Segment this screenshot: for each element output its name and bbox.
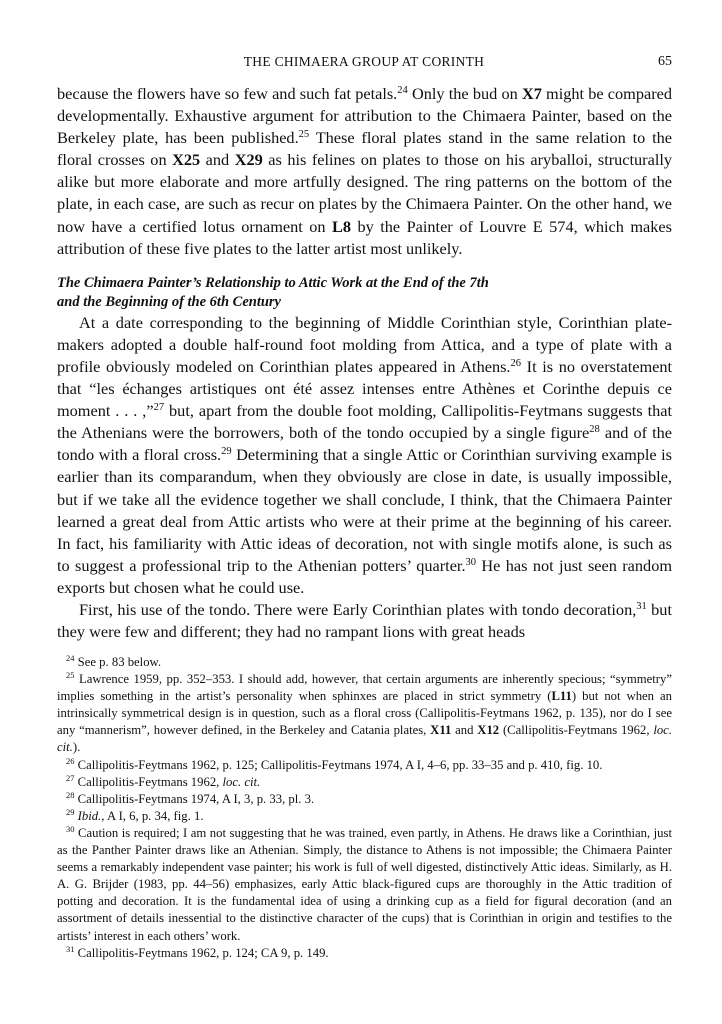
catalogue-ref-x7: X7 — [521, 84, 542, 103]
running-head — [56, 54, 672, 74]
text-run: and — [200, 150, 235, 170]
text-run: but, apart from the double foot molding, Callipolitis-Feytmans suggests that the Athenians were the borrowers, both of the tondo occupied by a single figure — [57, 401, 672, 443]
paragraph-1 — [57, 83, 672, 260]
text-run: might be compared developmentally. Exhaustive argument for attribution to the Chimaera Painter, based on the Berkeley plate, has been published. — [57, 84, 672, 148]
section-heading-line-2: and the Beginning of the 6th Century — [57, 293, 281, 310]
footnote-ref-24[interactable]: 24 — [397, 85, 408, 96]
page-number: 65 — [658, 54, 672, 69]
text-run: by the Painter of Louvre E 574, which makes attribution of these five plates to the latter artist most unlikely. — [57, 216, 672, 258]
footnote-24 — [57, 654, 672, 671]
footnote-text: ) but not when an intrinsically symmetrical design is in question, such as a floral cross (Callipolitis-Feytmans 1962, p. 135), nor do I see any “mannerism”, however defined, in the Berkeley and Catania plates, — [57, 689, 673, 738]
paragraph-3 — [57, 599, 672, 643]
footnote-text: Callipolitis-Feytmans 1962, p. 124; CA 9, p. 149. — [74, 945, 329, 960]
text-run: Only the bud on — [407, 84, 522, 103]
footnotes — [57, 654, 672, 962]
footnote-ref-30[interactable]: 30 — [465, 556, 477, 568]
footnote-text: See p. 83 below. — [74, 655, 162, 669]
catalogue-ref-l11: L11 — [551, 689, 572, 704]
footnote-text: , A I, 6, p. 34, fig. 1. — [101, 808, 204, 823]
footnote-number: 30 — [66, 823, 75, 834]
footnote-number: 25 — [66, 670, 75, 681]
footnote-text: and — [451, 723, 478, 738]
footnote-number: 24 — [66, 653, 75, 663]
footnote-ref-28[interactable]: 28 — [589, 424, 600, 436]
footnote-28 — [57, 791, 672, 808]
footnote-ref-27[interactable]: 27 — [153, 402, 165, 414]
text-run: because the flowers have so few and such fat petals. — [57, 84, 398, 103]
catalogue-ref-x11: X11 — [430, 723, 452, 738]
footnote-25 — [57, 671, 672, 756]
catalogue-ref-x29: X29 — [234, 150, 263, 170]
footnote-text: (Callipolitis-Feytmans 1962, — [499, 723, 654, 738]
paragraph-2 — [57, 312, 672, 599]
running-title: THE CHIMAERA GROUP AT CORINTH — [243, 54, 485, 69]
footnote-italic: loc. cit. — [222, 774, 261, 789]
footnote-italic: Ibid. — [77, 808, 102, 823]
footnote-text: ). — [72, 740, 81, 755]
section-heading — [57, 274, 672, 312]
footnote-text: Callipolitis-Feytmans 1962, — [74, 774, 223, 789]
text-run: He has not just seen random exports but chosen what he could use. — [57, 555, 672, 597]
footnote-text: Lawrence 1959, pp. 352–353. I should add, however, that certain arguments are inherently specious; “symmetry” implies something in the artist’s personality when sphinxes are placed in strict symmetry ( — [57, 672, 672, 704]
footnote-ref-26[interactable]: 26 — [510, 357, 521, 369]
section-heading-line-1: The Chimaera Painter’s Relationship to Attic Work at the End of the 7th — [57, 274, 489, 291]
text-run: and of the tondo with a floral cross. — [57, 423, 673, 465]
footnote-30 — [57, 825, 672, 945]
text-run: Determining that a single Attic or Corinthian surviving example is earlier than its comparandum, when they obviously are close in date, is usually impossible, but if we take all the evidence together we shall conclude, I think, that the Chimaera Painter learned a great deal from Attic artists who were at their prime at the beginning of his career. In fact, his familiarity with Attic ideas of decoration, not with single motifs alone, is such as to suggest a professional trip to the Athenian potters’ quarter. — [57, 445, 672, 575]
catalogue-ref-x12: X12 — [477, 723, 500, 738]
footnote-italic: loc. cit. — [57, 723, 672, 755]
footnote-number: 28 — [66, 789, 75, 800]
footnote-29 — [57, 808, 672, 825]
text-run: These floral plates stand in the same relation to the floral crosses on — [57, 128, 672, 170]
text-run: as his felines on plates to those on his aryballoi, structurally alike but more elaborate and more artfully designed. The ring patterns on the bottom of the plate, in each case, are such as recur on plates by the Chimaera Painter. On the other hand, we now have a certified lotus ornament on — [57, 150, 673, 236]
text-run: First, his use of the tondo. There were Early Corinthian plates with tondo decoration, — [79, 599, 637, 619]
text-run: but they were few and different; they had no rampant lions with great heads — [57, 599, 672, 642]
main-text — [57, 83, 672, 643]
footnote-text: Caution is required; I am not suggesting that he was trained, even partly, in Athens. He draws like a Corinthian, just as the Panther Painter draws like an Athenian. Simply, the distance to Athens is not impossible; the Chimaera Painter seems a remarkably independent vase painter; his work is full of well digested, distinctively Attic ideas. Similarly, as H. A. G. Brijder (1983, pp. 44–56) emphasizes, early Attic black-figured cups are thoroughly in the Attic tradition of potting and decoration. It is the fundamental idea of using a drinking cup as a field for figural decoration (and an assortment of details inessential to the distinctive character of the cups) that is Corinthian in origin and testifies to the artists’ interest in each others’ work. — [57, 825, 672, 943]
footnote-number: 27 — [66, 772, 75, 783]
footnote-ref-29[interactable]: 29 — [221, 446, 232, 458]
text-run: At a date corresponding to the beginning of Middle Corinthian style, Corinthian plate-makers adopted a double half-round foot molding from Attica, and a type of plate with a profile obviously modeled on Corinthian plates appeared in Athens. — [57, 312, 672, 376]
catalogue-ref-x25: X25 — [172, 150, 201, 170]
footnote-number: 26 — [66, 755, 75, 766]
footnote-text: Callipolitis-Feytmans 1974, A I, 3, p. 33, pl. 3. — [74, 791, 315, 806]
footnote-ref-31[interactable]: 31 — [636, 600, 647, 612]
footnote-26 — [57, 757, 672, 774]
footnote-ref-25[interactable]: 25 — [298, 129, 310, 141]
footnote-number: 29 — [66, 806, 75, 817]
footnote-number: 31 — [66, 943, 75, 954]
catalogue-ref-l8: L8 — [332, 216, 352, 236]
text-run: It is no overstatement that “les échanges artistiques ont été assez intenses entre Athènes et Corinthe depuis ce moment . . . ,” — [57, 356, 673, 421]
footnote-31 — [57, 945, 672, 962]
footnote-27 — [57, 774, 672, 791]
footnote-text: Callipolitis-Feytmans 1962, p. 125; Callipolitis-Feytmans 1974, A I, 4–6, pp. 33–35 and p. 410, fig. 10. — [74, 757, 603, 772]
